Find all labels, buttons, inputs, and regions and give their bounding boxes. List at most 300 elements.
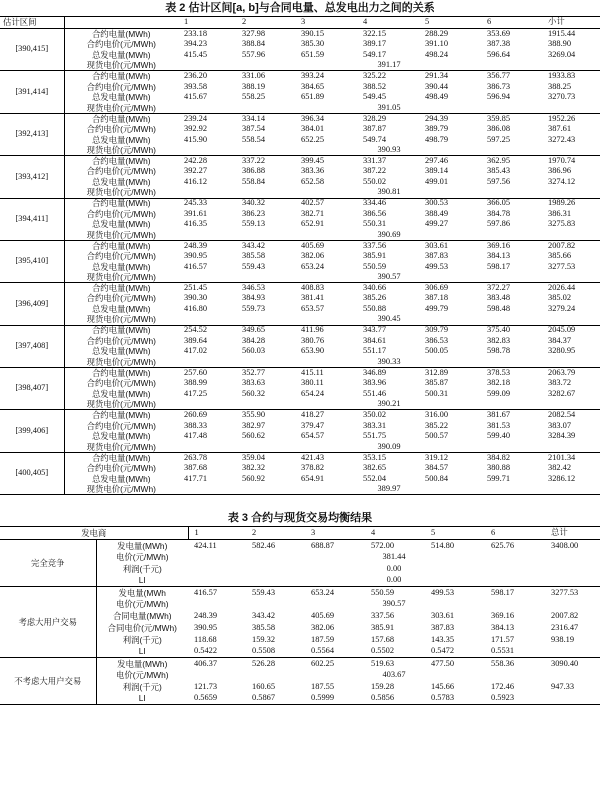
table2-cell: 319.12 [419, 452, 481, 463]
table2-cell: 1915.44 [542, 29, 600, 40]
table2-row [0, 304, 600, 315]
table2-cell: 3286.12 [548, 473, 576, 483]
table3-cell: 0.5923 [491, 693, 515, 703]
table2-cell: 500.05 [425, 346, 449, 356]
table2-cell: 322.15 [357, 29, 419, 40]
table3-span-value: 0.00 [386, 563, 402, 573]
table2-cell: 383.96 [363, 378, 387, 388]
table2-cell: 551.46 [363, 388, 387, 398]
table2-cell: 381.53 [487, 420, 511, 430]
table3-cell: 0.5999 [311, 693, 335, 703]
table2-cell: 3280.95 [548, 346, 576, 356]
table2-cell: 596.94 [487, 92, 511, 102]
table3-cell: 688.87 [305, 540, 365, 552]
table2-cell: 383.63 [242, 378, 266, 388]
table2-row [0, 315, 600, 326]
table2-cell: 355.90 [236, 410, 295, 421]
table2-cell: 393.58 [184, 81, 208, 91]
table3-cell: 514.80 [425, 540, 485, 552]
table2-row [0, 166, 600, 177]
table2-cell: 236.20 [178, 71, 236, 82]
table2-cell: 3270.73 [548, 92, 576, 102]
table2-cell: 560.03 [242, 346, 266, 356]
table3-cell: 0.5508 [252, 646, 276, 656]
row-label: 电价(元/MWh) [115, 670, 169, 681]
table2-cell: 498.24 [425, 49, 449, 59]
table2-cell: 388.33 [184, 420, 208, 430]
table3-cell: 337.56 [371, 611, 395, 621]
table2-cell: 386.56 [363, 208, 387, 218]
row-label: 现货电价(元/MWh) [86, 60, 156, 71]
row-label: 总发电量(MWh) [91, 304, 151, 315]
table3-cell: 172.46 [491, 681, 515, 691]
table3-header-row [0, 527, 600, 540]
table2-cell: 3279.24 [548, 304, 576, 314]
table2-row [0, 293, 600, 304]
table2-row [0, 177, 600, 188]
table2-cell: 387.61 [548, 123, 572, 133]
table2-cell: 388.25 [548, 81, 572, 91]
table3-col-header: 5 [425, 527, 485, 540]
row-label: 现货电价(元/MWh) [86, 484, 156, 494]
row-label: 合约电量(MWh) [64, 368, 178, 379]
table2-cell: 549.45 [363, 92, 387, 102]
table3-col-header: 6 [485, 527, 545, 540]
table2-cell: 327.98 [236, 29, 295, 40]
table2-cell: 337.56 [357, 240, 419, 251]
table2-cell: 550.02 [363, 176, 387, 186]
table2-cell: 499.53 [425, 261, 449, 271]
table2-cell: 386.96 [548, 166, 572, 176]
table2-cell: 399.45 [295, 156, 357, 167]
table2-cell: 382.18 [487, 378, 511, 388]
row-label: 合约电价(元/MWh) [86, 81, 156, 92]
table3-span-value: 390.57 [382, 599, 406, 609]
table2-row [0, 357, 600, 368]
table2-cell: 2007.82 [542, 240, 600, 251]
spot-price-value: 391.05 [377, 102, 401, 112]
row-label: 合约电价(元/MWh) [86, 123, 156, 134]
table2-cell: 366.05 [481, 198, 542, 209]
row-label: 电价(元/MWh) [115, 599, 169, 610]
table2-cell: 598.78 [487, 346, 511, 356]
row-label: 现货电价(元/MWh) [86, 145, 156, 155]
table2-col-header: 3 [295, 17, 357, 29]
table3-cell: 559.43 [246, 587, 305, 599]
table2-cell: 353.69 [481, 29, 542, 40]
table3-cell: 159.28 [371, 681, 395, 691]
table2-row [0, 389, 600, 400]
row-label: 合约电价(元/MWh) [86, 166, 156, 177]
row-label: 合约电价(元/MWh) [86, 335, 156, 346]
table2-cell: 416.35 [184, 219, 208, 229]
row-label: 现货电价(元/MWh) [86, 314, 156, 325]
table3 [0, 526, 600, 705]
table2-row [0, 431, 600, 442]
table3-caption: 表 3 合约与现货交易均衡结果 [227, 512, 373, 525]
table2-cell: 1989.26 [542, 198, 600, 209]
table2-cell: 558.84 [242, 176, 266, 186]
table2-cell: 550.59 [363, 261, 387, 271]
table3-cell: 0.5564 [311, 646, 335, 656]
table2-cell: 325.22 [357, 71, 419, 82]
table2-row [0, 272, 600, 283]
table2-cell: 386.31 [548, 208, 572, 218]
row-label: 总发电量(MWh) [91, 219, 151, 230]
table2-cell: 386.88 [242, 166, 266, 176]
table2-cell: 552.04 [363, 473, 387, 483]
table3-span-value: 381.44 [382, 552, 406, 562]
table2-cell: 550.88 [363, 304, 387, 314]
table2-cell: 551.17 [363, 346, 387, 356]
table2-cell: 390.95 [184, 251, 208, 261]
table3-row [0, 658, 600, 670]
table2-cell: 551.75 [363, 431, 387, 441]
table2-cell: 651.59 [301, 49, 325, 59]
table2-cell: 387.83 [425, 251, 449, 261]
table3-cell: 526.28 [246, 658, 305, 670]
table3-cell: 369.16 [491, 611, 515, 621]
table3-cell: 3090.40 [545, 658, 600, 670]
table2-cell: 380.88 [487, 462, 511, 472]
row-label: 合约电价(元/MWh) [86, 293, 156, 304]
table3-cell: 558.36 [485, 658, 545, 670]
table2-cell: 312.89 [419, 368, 481, 379]
table3-cell: 159.32 [252, 634, 276, 644]
table2-col-header: 5 [419, 17, 481, 29]
table3-cell: 0.5502 [371, 646, 395, 656]
table2-cell: 385.87 [425, 378, 449, 388]
table2-cell: 392.92 [184, 123, 208, 133]
row-label: 合约电量(MWh) [64, 71, 178, 82]
row-label: 合约电价(元/MWh) [86, 420, 156, 431]
table2-cell: 597.86 [487, 219, 511, 229]
table3-cell: 416.57 [188, 587, 246, 599]
spot-price-value: 390.21 [377, 399, 401, 409]
table2-cell: 1970.74 [542, 156, 600, 167]
table2-cell: 382.42 [548, 462, 572, 472]
table2-cell: 389.17 [363, 39, 387, 49]
table3-cell: 3408.00 [545, 540, 600, 552]
table2-header-row [0, 17, 600, 29]
interval-label: [395,410] [0, 240, 64, 282]
table2-cell: 257.60 [178, 368, 236, 379]
table3-span-value: 403.67 [382, 670, 406, 680]
table3-col-header: 2 [246, 527, 305, 540]
table2-cell: 598.48 [487, 304, 511, 314]
table2-row [0, 156, 600, 167]
table2-cell: 390.44 [425, 81, 449, 91]
table3-cell: 947.33 [551, 681, 575, 691]
table2-cell: 291.34 [419, 71, 481, 82]
table2-cell: 382.83 [487, 335, 511, 345]
table2-cell: 381.41 [301, 293, 325, 303]
interval-label: [399,406] [0, 410, 64, 452]
table2-cell: 652.58 [301, 176, 325, 186]
table2-row [0, 113, 600, 124]
table2-cell: 596.64 [487, 49, 511, 59]
table2-cell: 297.46 [419, 156, 481, 167]
table2-cell: 379.47 [301, 420, 325, 430]
table3-cell: 157.68 [371, 634, 395, 644]
table2-cell: 3274.12 [548, 176, 576, 186]
table2-cell: 2101.34 [542, 452, 600, 463]
table2-row [0, 410, 600, 421]
table3-cell: 160.65 [252, 681, 276, 691]
table2-cell: 549.17 [363, 49, 387, 59]
table3-cell: 938.19 [551, 634, 575, 644]
table2-cell: 389.14 [425, 166, 449, 176]
table2-row [0, 103, 600, 114]
table2-cell: 385.58 [242, 251, 266, 261]
table2-cell: 2082.54 [542, 410, 600, 421]
table3-cell: 3277.53 [545, 587, 600, 599]
table2-cell: 653.57 [301, 304, 325, 314]
table2-row [0, 29, 600, 40]
row-label: LI [138, 693, 146, 704]
table2-cell: 2045.09 [542, 325, 600, 336]
table3-cell: 187.55 [311, 681, 335, 691]
table2-cell: 343.77 [357, 325, 419, 336]
row-label: 合约电价(元/MWh) [86, 462, 156, 473]
table2-cell: 559.43 [242, 261, 266, 271]
table2-cell: 560.92 [242, 473, 266, 483]
table3-cell: 248.39 [194, 611, 218, 621]
table2-cell: 385.02 [548, 293, 572, 303]
table3-cell [545, 646, 600, 658]
table2-cell: 418.27 [295, 410, 357, 421]
table2-cell: 328.29 [357, 113, 419, 124]
row-label: 合约电价(元/MWh) [86, 208, 156, 219]
row-label: LI [138, 646, 146, 657]
table2-cell: 3277.53 [548, 261, 576, 271]
table2-cell: 383.36 [301, 166, 325, 176]
table3-cell: 385.58 [252, 622, 276, 632]
spot-price-value: 389.97 [377, 484, 401, 493]
row-label: 合约电量(MWh) [64, 198, 178, 209]
table2-cell: 306.69 [419, 283, 481, 294]
spot-price-value: 390.09 [377, 441, 401, 451]
table2-cell: 242.28 [178, 156, 236, 167]
table3-cell: 384.13 [491, 622, 515, 632]
table3-cell [545, 693, 600, 705]
table3-cell: 0.5659 [194, 693, 218, 703]
row-label: 合约电量(MWh) [64, 240, 178, 251]
table2-row [0, 209, 600, 220]
table2-row [0, 134, 600, 145]
table2-cell: 385.30 [301, 39, 325, 49]
row-label: 合约电量(MWh) [64, 156, 178, 167]
table2-cell: 260.69 [178, 410, 236, 421]
table2-cell: 389.64 [184, 335, 208, 345]
interval-label: [397,408] [0, 325, 64, 367]
table2-cell: 386.73 [487, 81, 511, 91]
table2-cell: 388.52 [363, 81, 387, 91]
table2-row [0, 262, 600, 273]
row-label: 合约电量(MWh) [64, 452, 178, 463]
row-label: 总发电量(MWh) [91, 431, 151, 442]
table3-cell: 0.5867 [252, 693, 276, 703]
table2-cell: 233.18 [178, 29, 236, 40]
table2-cell: 415.90 [184, 134, 208, 144]
table2-cell: 549.74 [363, 134, 387, 144]
table2-cell: 402.57 [295, 198, 357, 209]
table2-row [0, 484, 600, 495]
table2-cell: 560.62 [242, 431, 266, 441]
row-label: 利润(千元) [122, 634, 162, 645]
table2-cell: 254.52 [178, 325, 236, 336]
table3-cell: 2007.82 [551, 611, 579, 621]
table2-cell: 558.25 [242, 92, 266, 102]
table2-cell: 393.24 [295, 71, 357, 82]
table2-cell: 384.65 [301, 81, 325, 91]
table2-cell: 2063.79 [542, 368, 600, 379]
table2-cell: 654.24 [301, 388, 325, 398]
table2-cell: 334.14 [236, 113, 295, 124]
table2-cell: 2026.44 [542, 283, 600, 294]
row-label: 合同电价(元/MWh) [107, 622, 177, 633]
interval-label: [390,415] [0, 29, 64, 71]
table3-cell: 0.5783 [431, 693, 455, 703]
table2-col-header: 2 [236, 17, 295, 29]
table2-cell: 3269.04 [548, 49, 576, 59]
table2-cell: 394.23 [184, 39, 208, 49]
table2-cell: 415.11 [295, 368, 357, 379]
table3-header-label: 发电商 [0, 527, 188, 540]
table2-cell: 387.68 [184, 462, 208, 472]
table2-row [0, 346, 600, 357]
table3-col-header: 总计 [545, 527, 600, 540]
table2-cell: 387.38 [487, 39, 511, 49]
table3-span-value: 0.00 [386, 575, 402, 585]
table2-row [0, 336, 600, 347]
row-label: 总发电量(MWh) [91, 473, 151, 484]
table2-cell: 396.34 [295, 113, 357, 124]
table2-cell: 391.10 [425, 39, 449, 49]
table2-cell: 346.53 [236, 283, 295, 294]
table2-cell: 362.95 [481, 156, 542, 167]
table2-cell: 385.22 [425, 420, 449, 430]
table2-cell: 557.96 [242, 49, 266, 59]
table2-cell: 251.45 [178, 283, 236, 294]
table2-row [0, 145, 600, 156]
table2-cell: 652.25 [301, 134, 325, 144]
table2-cell: 560.32 [242, 388, 266, 398]
table2 [0, 16, 600, 495]
table2-cell: 349.65 [236, 325, 295, 336]
table2-cell: 498.49 [425, 92, 449, 102]
table3-cell: 477.50 [425, 658, 485, 670]
table2-cell: 391.61 [184, 208, 208, 218]
table3-cell: 653.24 [305, 587, 365, 599]
table3-cell: 0.5472 [431, 646, 455, 656]
table2-cell: 248.39 [178, 240, 236, 251]
table2-col-header: 1 [178, 17, 236, 29]
row-label: 发电量(MWh) [96, 540, 188, 552]
table2-cell: 417.02 [184, 346, 208, 356]
spot-price-value: 390.57 [377, 272, 401, 281]
table2-header-label: 估计区间 [0, 17, 64, 29]
table2-cell: 384.01 [301, 123, 325, 133]
table2-cell: 387.54 [242, 123, 266, 133]
table3-cell: 598.17 [485, 587, 545, 599]
table2-row [0, 60, 600, 71]
table3-cell: 0.5422 [194, 646, 218, 656]
table2-cell: 386.08 [487, 123, 511, 133]
table3-cell: 121.73 [194, 681, 218, 691]
table3-cell: 143.35 [431, 634, 455, 644]
table2-cell: 316.00 [419, 410, 481, 421]
table2-cell: 334.46 [357, 198, 419, 209]
table2-row [0, 283, 600, 294]
table2-cell: 263.78 [178, 452, 236, 463]
table2-cell: 356.77 [481, 71, 542, 82]
table2-cell: 654.57 [301, 431, 325, 441]
table2-cell: 417.25 [184, 388, 208, 398]
table3-cell: 405.69 [311, 611, 335, 621]
table3-cell: 171.57 [491, 634, 515, 644]
table3-cell: 572.00 [365, 540, 425, 552]
table2-cell: 384.61 [363, 335, 387, 345]
table2-cell: 378.82 [301, 462, 325, 472]
table2-cell: 408.83 [295, 283, 357, 294]
table2-cell: 597.56 [487, 176, 511, 186]
table2-row [0, 92, 600, 103]
table2-cell: 599.09 [487, 388, 511, 398]
table2-cell: 300.53 [419, 198, 481, 209]
table2-cell: 387.87 [363, 123, 387, 133]
table3-col-header: 4 [365, 527, 425, 540]
table2-cell: 387.18 [425, 293, 449, 303]
table2-cell: 309.79 [419, 325, 481, 336]
table3-cell: 390.95 [194, 622, 218, 632]
table2-cell: 385.66 [548, 251, 572, 261]
table2-cell: 500.57 [425, 431, 449, 441]
table3-cell: 303.61 [431, 611, 455, 621]
table2-cell: 652.91 [301, 219, 325, 229]
table2-row [0, 39, 600, 50]
interval-label: [394,411] [0, 198, 64, 240]
interval-label: [392,413] [0, 113, 64, 155]
table2-cell: 416.57 [184, 261, 208, 271]
table2-body [0, 29, 600, 495]
table2-cell: 498.79 [425, 134, 449, 144]
table2-row [0, 463, 600, 474]
table2-cell: 421.43 [295, 452, 357, 463]
table3-cell: 602.25 [305, 658, 365, 670]
table2-cell: 416.80 [184, 304, 208, 314]
row-label: 总发电量(MWh) [91, 134, 151, 145]
table3-cell: 187.59 [311, 634, 335, 644]
table2-cell: 500.84 [425, 473, 449, 483]
table2-row [0, 325, 600, 336]
table2-cell: 385.91 [363, 251, 387, 261]
table2-cell: 382.71 [301, 208, 325, 218]
table3-cell: 625.76 [485, 540, 545, 552]
table2-row [0, 124, 600, 135]
row-label: 合约电价(元/MWh) [86, 378, 156, 389]
table2-cell: 340.32 [236, 198, 295, 209]
table2-cell: 385.26 [363, 293, 387, 303]
table2-cell: 239.24 [178, 113, 236, 124]
table2-cell: 352.77 [236, 368, 295, 379]
table2-cell: 3275.83 [548, 219, 576, 229]
table3-body [0, 540, 600, 705]
table2-cell: 380.76 [301, 335, 325, 345]
row-label: 电价(元/MWh) [115, 552, 169, 563]
interval-label: [391,414] [0, 71, 64, 113]
table2-cell: 372.27 [481, 283, 542, 294]
